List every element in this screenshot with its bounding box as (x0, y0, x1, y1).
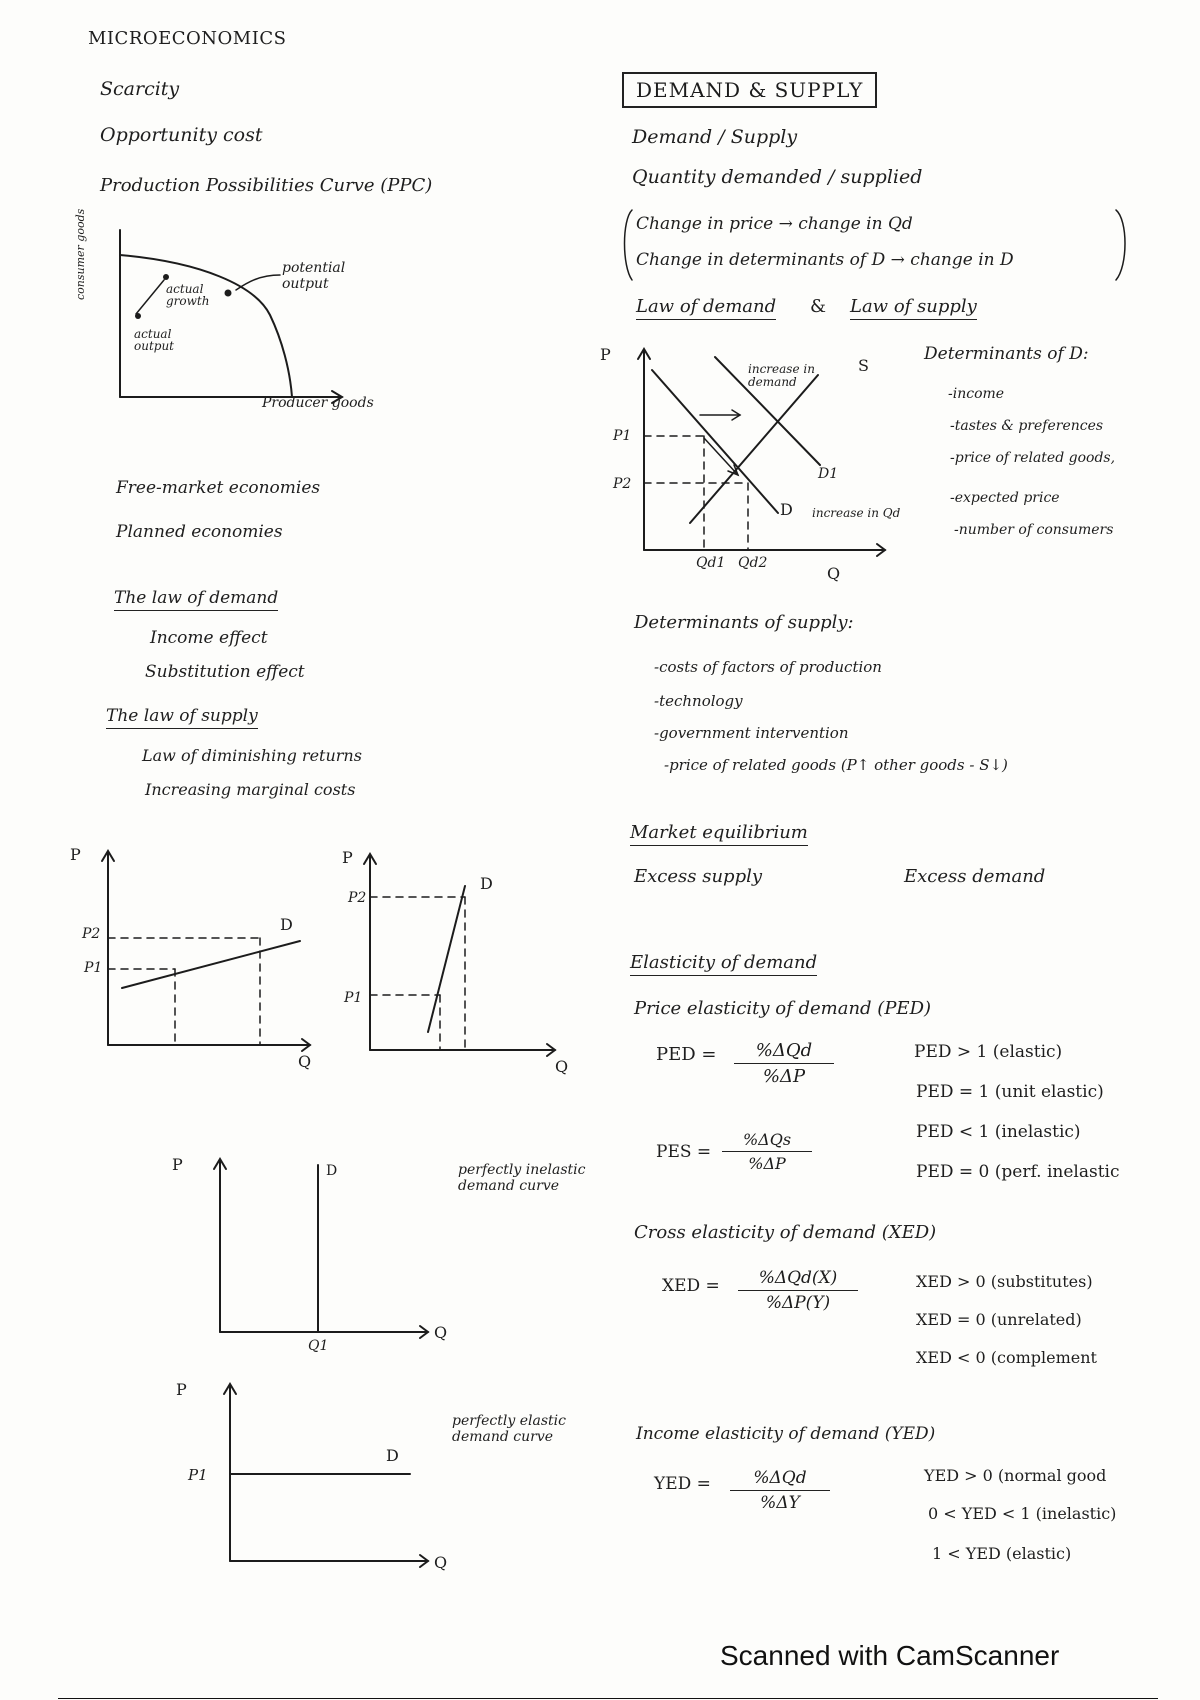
market-equilibrium-title: Market equilibrium (630, 822, 808, 846)
ped-fraction (734, 1040, 834, 1087)
det-demand-consumers: -number of consumers (954, 522, 1114, 538)
yed-case-normal: YED > 0 (normal good (924, 1466, 1107, 1485)
yed-case-elastic: 1 < YED (elastic) (932, 1544, 1072, 1563)
graph-a-x-label: Q (298, 1052, 312, 1071)
xed-numerator: %ΔQd(X) (738, 1268, 858, 1291)
ped-case-unit: PED = 1 (unit elastic) (916, 1082, 1104, 1102)
graph-perfectly-elastic (200, 1380, 450, 1570)
ppc-actual-output: actual output (134, 327, 175, 353)
det-supply-title: Determinants of supply: (634, 612, 854, 633)
pes-denominator: %ΔP (748, 1154, 786, 1173)
excess-supply: Excess supply (634, 866, 763, 887)
det-demand-income: -income (948, 386, 1005, 402)
law-of-demand-link: Law of demand (636, 296, 776, 320)
yed-denominator: %ΔY (760, 1493, 800, 1513)
ped-title: Price elasticity of demand (PED) (634, 998, 932, 1019)
law-of-supply-title: The law of supply (106, 706, 258, 729)
topic-ppc: Production Possibilities Curve (PPC) (100, 175, 433, 196)
graph-c-d: D (326, 1163, 338, 1179)
xed-case-substitutes: XED > 0 (substitutes) (916, 1272, 1093, 1291)
graph-d-d: D (386, 1446, 399, 1465)
ppc-potential-output: potential output (282, 260, 346, 292)
graph-c-q1: Q1 (308, 1338, 329, 1354)
det-demand-related: -price of related goods, (950, 450, 1116, 466)
ped-lhs: PED = (656, 1044, 717, 1065)
graph-elastic-demand (70, 845, 330, 1055)
xed-title: Cross elasticity of demand (XED) (634, 1222, 937, 1243)
graph-c-y-label: P (172, 1155, 183, 1174)
main-graph-y-label: P (600, 345, 611, 364)
yed-lhs: YED = (654, 1474, 711, 1494)
ped-numerator: %ΔQd (734, 1040, 834, 1064)
yed-numerator: %ΔQd (730, 1468, 830, 1491)
bottom-rule (58, 1698, 1158, 1699)
main-graph-s: S (858, 356, 869, 375)
pes-numerator: %ΔQs (722, 1130, 812, 1152)
ped-case-elastic: PED > 1 (elastic) (914, 1042, 1063, 1062)
graph-a-p2: P2 (82, 926, 101, 942)
diminishing-returns: Law of diminishing returns (142, 746, 362, 765)
graph-c-caption: perfectly inelastic demand curve (458, 1162, 586, 1194)
ppc-x-label: Producer goods (262, 395, 374, 411)
xed-case-complement: XED < 0 (complement (916, 1348, 1097, 1367)
graph-b-p1: P1 (344, 990, 363, 1006)
yed-case-inelastic: 0 < YED < 1 (inelastic) (928, 1504, 1117, 1523)
main-graph-p1: P1 (613, 428, 632, 444)
excess-demand: Excess demand (904, 866, 1046, 887)
main-graph-p2: P2 (613, 476, 632, 492)
xed-denominator: %ΔP(Y) (765, 1293, 831, 1313)
xed-fraction (738, 1268, 858, 1313)
law-of-supply-link: Law of supply (850, 296, 977, 320)
main-graph-note-top: increase in demand (748, 362, 815, 389)
graph-d-caption: perfectly elastic demand curve (452, 1413, 566, 1445)
demand-supply-title: DEMAND & SUPPLY (622, 72, 877, 108)
graph-d-p1: P1 (188, 1466, 208, 1484)
laws-amp: & (810, 296, 827, 317)
topic-scarcity: Scarcity (100, 78, 180, 100)
graph-perfectly-inelastic (200, 1155, 450, 1345)
main-graph-d1: D1 (818, 466, 839, 482)
income-effect: Income effect (150, 628, 268, 648)
graph-inelastic-demand (350, 850, 570, 1060)
det-demand-expected: -expected price (950, 490, 1060, 506)
pes-lhs: PES = (656, 1142, 712, 1162)
graph-d-y-label: P (176, 1380, 187, 1399)
quantity-line: Quantity demanded / supplied (632, 166, 923, 188)
graph-a-p1: P1 (84, 960, 103, 976)
main-graph-d: D (780, 500, 793, 519)
elasticity-title: Elasticity of demand (630, 952, 817, 976)
main-graph-note-right: increase in Qd (812, 506, 901, 520)
ppc-actual-growth: actual growth (166, 282, 210, 308)
ped-case-inelastic: PED < 1 (inelastic) (916, 1122, 1081, 1142)
det-supply-tech: -technology (654, 692, 743, 710)
pes-fraction (722, 1130, 812, 1173)
topic-opportunity-cost: Opportunity cost (100, 124, 263, 146)
graph-b-d: D (480, 874, 493, 893)
graph-c-x-label: Q (434, 1323, 448, 1342)
graph-b-p2: P2 (348, 890, 367, 906)
xed-lhs: XED = (662, 1276, 720, 1296)
det-supply-costs: -costs of factors of production (654, 658, 882, 676)
demand-supply-line: Demand / Supply (632, 126, 798, 148)
graph-a-d: D (280, 915, 293, 934)
graph-b-x-label: Q (555, 1057, 569, 1076)
yed-fraction (730, 1468, 830, 1513)
planned-economies: Planned economies (116, 522, 283, 542)
substitution-effect: Substitution effect (145, 662, 305, 682)
xed-case-unrelated: XED = 0 (unrelated) (916, 1310, 1082, 1329)
yed-title: Income elasticity of demand (YED) (636, 1424, 936, 1444)
change-in-determinants: Change in determinants of D → change in D (636, 250, 1014, 270)
ped-case-perfect: PED = 0 (perf. inelastic (916, 1162, 1120, 1182)
increasing-marginal-costs: Increasing marginal costs (145, 780, 356, 799)
main-graph-q2: Qd2 (738, 555, 768, 571)
ppc-y-label: consumer goods (74, 208, 87, 300)
det-supply-gov: -government intervention (654, 724, 849, 742)
scanner-watermark: Scanned with CamScanner (720, 1640, 1060, 1671)
page-heading: MICROECONOMICS (88, 28, 287, 49)
main-graph-x-label: Q (827, 564, 841, 583)
change-in-price: Change in price → change in Qd (636, 214, 913, 234)
main-graph-q1: Qd1 (696, 555, 726, 571)
graph-b-y-label: P (342, 848, 353, 867)
det-demand-tastes: -tastes & preferences (950, 418, 1104, 434)
free-market-economies: Free-market economies (116, 478, 321, 498)
graph-a-y-label: P (70, 845, 81, 864)
det-supply-related: -price of related goods (P↑ other goods - S↓) (664, 756, 1008, 774)
ped-denominator: %ΔP (762, 1066, 806, 1087)
graph-d-x-label: Q (434, 1553, 448, 1572)
law-of-demand-title: The law of demand (114, 588, 278, 611)
det-demand-title: Determinants of D: (924, 344, 1089, 364)
